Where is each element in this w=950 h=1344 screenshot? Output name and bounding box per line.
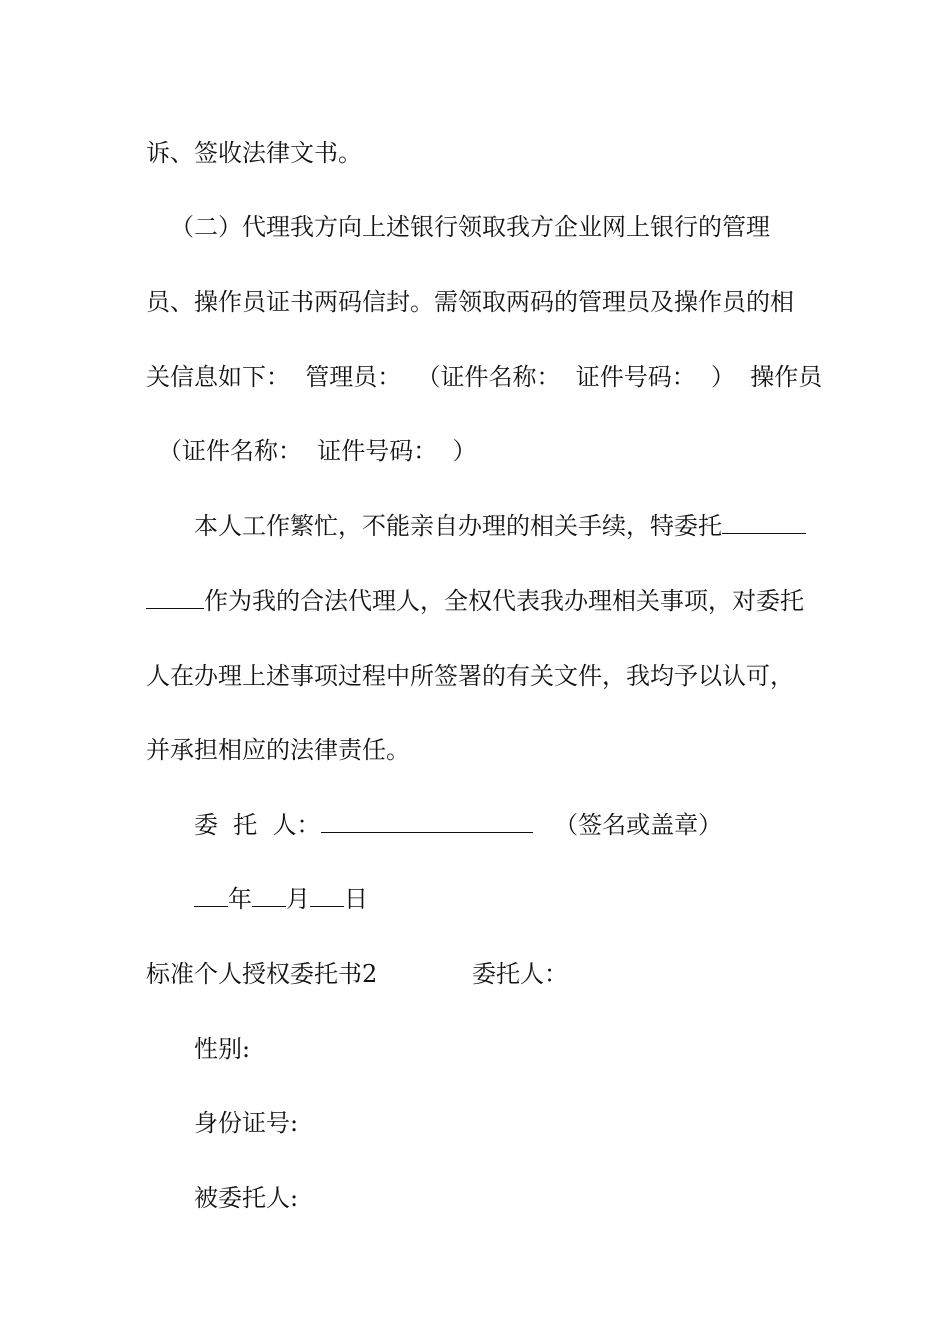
paragraph-line: （二）代理我方向上述银行领取我方企业网上银行的管理 bbox=[170, 213, 770, 241]
section2-title: 标准个人授权委托书2 bbox=[146, 960, 378, 988]
gender-field: 性别: bbox=[194, 1035, 251, 1063]
section2-title-line bbox=[146, 959, 568, 989]
day-blank bbox=[310, 886, 344, 907]
agent-name-blank-cont bbox=[146, 588, 204, 609]
delegation-text: 本人工作繁忙，不能亲自办理的相关手续，特委托 bbox=[194, 512, 722, 540]
paragraph-line: （证件名称： 证件号码： ） bbox=[158, 437, 477, 465]
month-label: 月 bbox=[286, 885, 310, 913]
paragraph-line: 员、操作员证书两码信封。需领取两码的管理员及操作员的相 bbox=[146, 288, 794, 316]
paragraph-line: 关信息如下： 管理员： （证件名称： 证件号码： ） 操作员 bbox=[146, 363, 823, 391]
year-blank bbox=[194, 886, 228, 907]
principal-label: 委 托 人： bbox=[194, 811, 321, 839]
paragraph-line bbox=[194, 511, 806, 541]
agent-field: 被委托人: bbox=[194, 1184, 299, 1212]
month-blank bbox=[252, 886, 286, 907]
signature-line bbox=[194, 810, 722, 840]
signature-note: （签名或盖章） bbox=[554, 811, 723, 839]
id-number-field: 身份证号: bbox=[194, 1109, 299, 1137]
day-label: 日 bbox=[344, 885, 368, 913]
principal-field: 委托人： bbox=[472, 960, 568, 988]
paragraph-line: 人在办理上述事项过程中所签署的有关文件，我均予以认可， bbox=[146, 662, 794, 690]
signature-blank bbox=[321, 812, 533, 833]
paragraph-line: 诉、签收法律文书。 bbox=[146, 139, 362, 167]
year-label: 年 bbox=[228, 885, 252, 913]
paragraph-line: 并承担相应的法律责任。 bbox=[146, 736, 410, 764]
delegation-text-cont: 作为我的合法代理人，全权代表我办理相关事项，对委托 bbox=[204, 587, 804, 615]
agent-name-blank bbox=[722, 513, 806, 534]
date-line bbox=[194, 884, 368, 914]
paragraph-line bbox=[146, 586, 804, 616]
